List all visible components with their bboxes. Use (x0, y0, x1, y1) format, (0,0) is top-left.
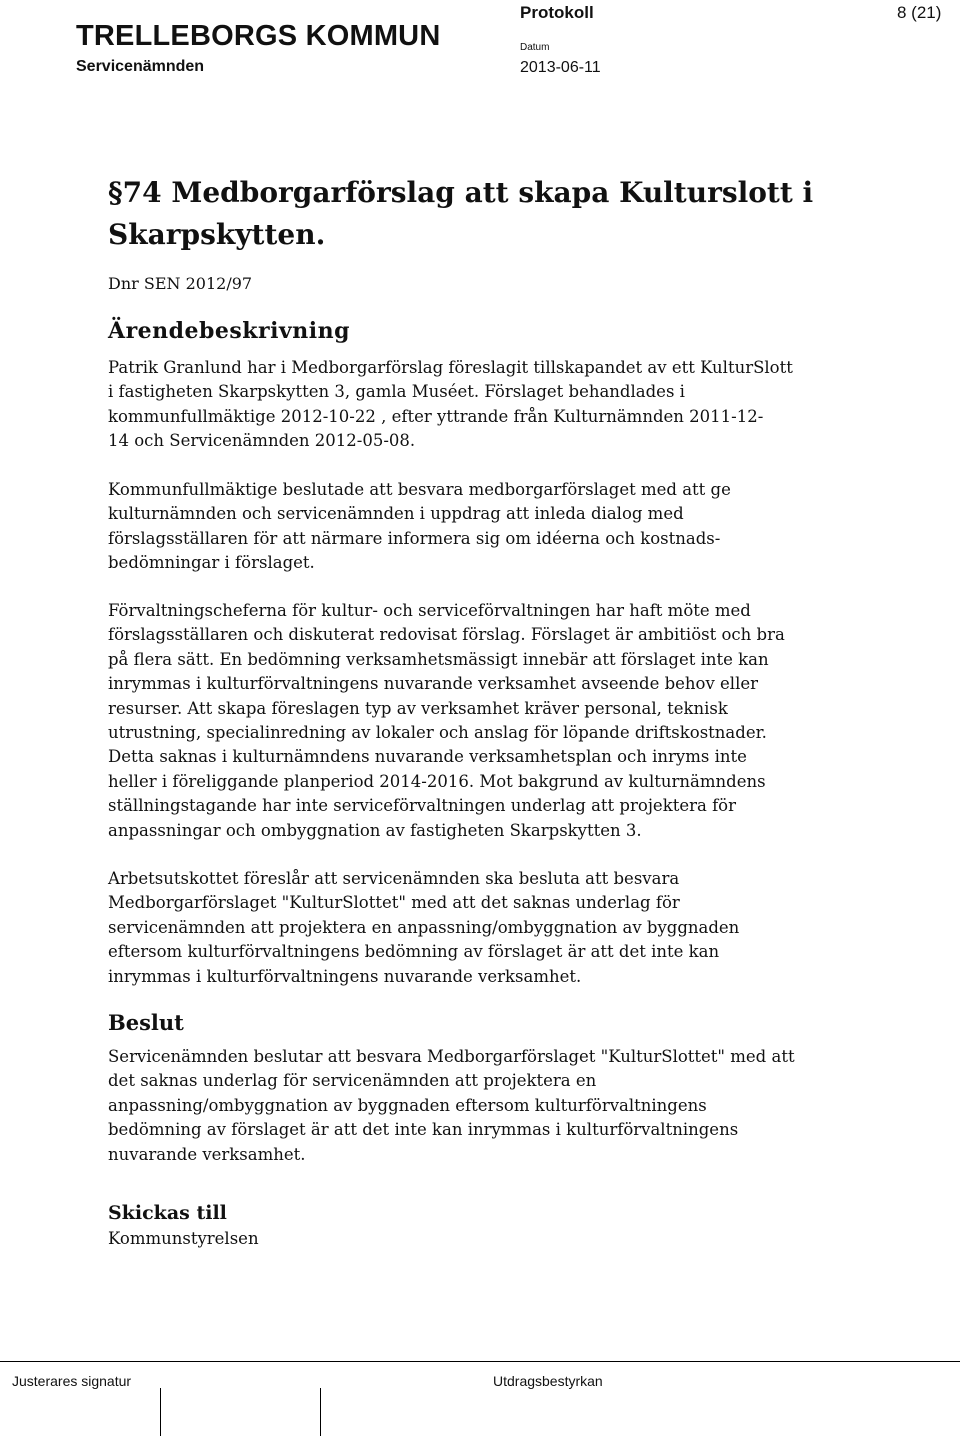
text-line: ställningstagande har inte serviceförvaltningen underlag att projektera för (108, 796, 736, 816)
text-line: servicenämnden att projektera en anpassning/ombyggnation av byggnaden (108, 917, 740, 937)
footer-divider (0, 1361, 960, 1362)
text-line: kulturnämnden och servicenämnden i uppdrag att inleda dialog med (108, 504, 684, 524)
text-line: bedömningar i förslaget. (108, 553, 315, 573)
text-line: förslagsställaren och diskuterat redovisat förslag. Förslaget är ambitiöst och bra (108, 625, 785, 645)
text-line: eftersom kulturförvaltningens bedömning av förslaget är att det inte kan (108, 942, 720, 962)
justerares-signatur-label: Justerares signatur (12, 1373, 132, 1389)
section-title-line: Skarpskytten. (108, 218, 326, 251)
text-line: inrymmas i kulturförvaltningens nuvarande verksamhet avseende behov eller (108, 674, 759, 694)
text-line: 14 och Servicenämnden 2012-05-08. (108, 431, 416, 451)
text-line: Förvaltningscheferna för kultur- och serviceförvaltningen har haft möte med (108, 601, 751, 620)
paragraph-3 (108, 599, 808, 843)
section-title (108, 172, 868, 256)
text-line: resurser. Att skapa föreslagen typ av verksamhet kräver personal, teknisk (108, 698, 728, 718)
text-line: det saknas underlag för servicenämnden att projektera en (108, 1071, 597, 1091)
text-line: kommunfullmäktige 2012-10-22 , efter yttrande från Kulturnämnden 2011-12- (108, 406, 764, 426)
document-date: 2013-06-11 (520, 59, 601, 76)
text-line: Arbetsutskottet föreslår att servicenämnden ska besluta att besvara (108, 869, 680, 888)
text-line: anpassningar och ombyggnation av fastigheten Skarpskytten 3. (108, 820, 642, 840)
text-line: bedömning av förslaget är att det inte kan inrymmas i kulturförvaltningens (108, 1120, 739, 1140)
paragraph-2 (108, 478, 808, 576)
text-line: förslagsställaren för att närmare informera sig om idéerna och kostnads- (108, 528, 721, 548)
text-line: på flera sätt. En bedömning verksamhetsmässigt innebär att förslaget inte kan (108, 649, 769, 669)
diary-number: Dnr SEN 2012/97 (108, 274, 253, 293)
page-number: 8 (21) (897, 3, 942, 22)
text-line: Servicenämnden beslutar att besvara Medborgarförslaget "KulturSlottet" med att (108, 1047, 795, 1066)
paragraph-4 (108, 867, 808, 989)
text-line: Kommunfullmäktige beslutade att besvara medborgarförslaget med att ge (108, 480, 731, 499)
text-line: inrymmas i kulturförvaltningens nuvarande verksamhet. (108, 966, 582, 986)
department-name: Servicenämnden (76, 58, 205, 75)
signature-box-divider (160, 1388, 161, 1436)
signature-box-divider (320, 1388, 321, 1436)
beslut-paragraph (108, 1045, 808, 1167)
text-line: Medborgarförslaget "KulturSlottet" med att det saknas underlag för (108, 893, 680, 913)
text-line: Detta saknas i kulturnämndens nuvarande verksamhetsplan och inryms inte (108, 747, 747, 767)
text-line: utrustning, specialinredning av lokaler och anslag för löpande driftskostnader. (108, 723, 767, 743)
skickas-till-heading: Skickas till (108, 1202, 227, 1224)
beslut-heading: Beslut (108, 1010, 184, 1035)
organization-name: TRELLEBORGS KOMMUN (76, 20, 441, 52)
utdragsbestyrkan-label: Utdragsbestyrkan (493, 1373, 603, 1389)
text-line: heller i föreliggande planperiod 2014-2016. Mot bakgrund av kulturnämndens (108, 771, 766, 791)
recipient: Kommunstyrelsen (108, 1229, 259, 1248)
text-line: anpassning/ombyggnation av byggnaden eftersom kulturförvaltningens (108, 1095, 707, 1115)
paragraph-1 (108, 356, 808, 454)
date-label: Datum (520, 42, 550, 53)
document-type: Protokoll (520, 3, 594, 22)
text-line: Patrik Granlund har i Medborgarförslag föreslagit tillskapandet av ett KulturSlott (108, 358, 793, 377)
text-line: i fastigheten Skarpskytten 3, gamla Muséet. Förslaget behandlades i (108, 382, 685, 402)
text-line: nuvarande verksamhet. (108, 1144, 306, 1164)
section-title-line: §74 Medborgarförslag att skapa Kulturslott i (108, 176, 814, 209)
arendebeskrivning-heading: Ärendebeskrivning (108, 318, 351, 344)
